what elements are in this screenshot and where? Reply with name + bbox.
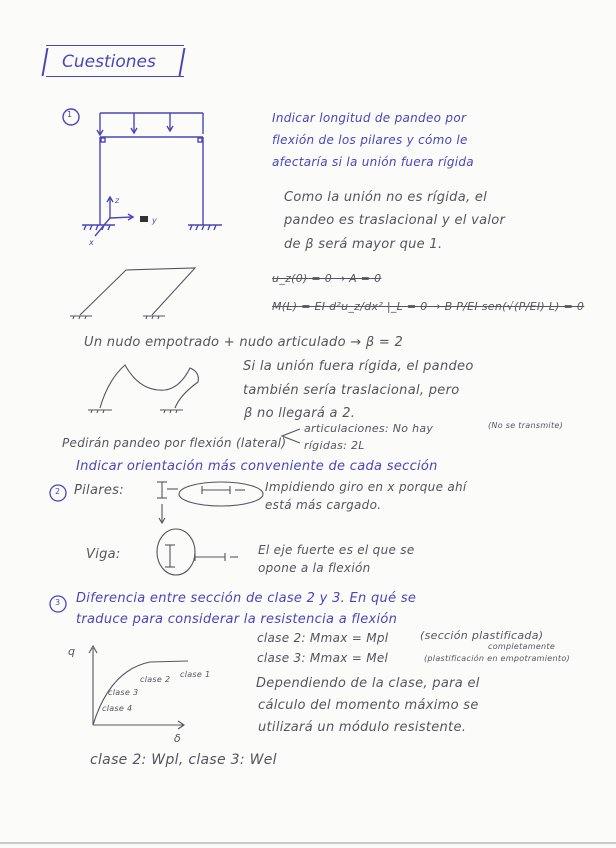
q1-conclusion: Un nudo empotrado + nudo articulado → β = 2	[84, 335, 404, 350]
q1-rigidas: rígidas: 2L	[304, 439, 365, 452]
q1-question-line1: Indicar longitud de pandeo por	[272, 111, 467, 125]
q3-answer-line1: Dependiendo de la clase, para el	[256, 676, 480, 691]
q3-answer-line2: cálculo del momento máximo se	[258, 698, 479, 713]
graph-curve-clase2: clase 2	[140, 675, 171, 684]
q3-answer-line3: utilizará un módulo resistente.	[258, 720, 467, 735]
q1-number: 1	[67, 110, 73, 119]
q3-clase3-note: (plastificación en empotramiento)	[424, 654, 570, 663]
q1-rigid-line2: también sería traslacional, pero	[243, 383, 460, 398]
page-edge	[0, 842, 616, 844]
q1-answer-line2: pandeo es traslacional y el valor	[284, 213, 506, 228]
q3-clase2-note2: completamente	[488, 642, 556, 651]
q3-question-line2: traduce para considerar la resistencia a flexión	[76, 612, 398, 627]
q3-clase2-note: (sección plastificada)	[420, 629, 544, 642]
q1-question-line3: afectaría si la unión fuera rígida	[272, 155, 474, 169]
q1-rigid-line3: β no llegará a 2.	[244, 406, 356, 421]
q3-clase3: clase 3: Mmax = Mel	[257, 651, 389, 665]
graph-curve-clase3: clase 3	[108, 688, 139, 697]
q2-pilares-label: Pilares:	[74, 483, 124, 498]
q2-viga-answer-1: El eje fuerte es el que se	[258, 543, 415, 557]
q2-pilares-answer-2: está más cargado.	[265, 498, 382, 512]
q2-viga-label: Viga:	[86, 547, 121, 562]
q1-answer-line1: Como la unión no es rígida, el	[284, 190, 488, 205]
page-title: Cuestiones	[62, 52, 156, 72]
q1-lateral-label: Pedirán pandeo por flexión (lateral)	[62, 436, 287, 450]
q1-articulaciones: articulaciones: No hay	[304, 422, 434, 435]
q1-answer-line3: de β será mayor que 1.	[284, 237, 443, 252]
graph-x-label: δ	[174, 732, 182, 745]
q3-question-line1: Diferencia entre sección de clase 2 y 3. En qué se	[76, 591, 417, 606]
axis-z-label: z	[115, 196, 120, 205]
q1-equation-2: M(L) = EI d²u_z/dx² |_L = 0 → B P/EI sen(√(P/EI) L) = 0	[272, 300, 585, 313]
svg-text:x: x	[89, 238, 94, 247]
q3-number: 3	[55, 598, 61, 607]
q1-no-se-transmite: (No se transmite)	[488, 421, 564, 430]
q1-question-line2: flexión de los pilares y cómo le	[272, 133, 468, 147]
graph-y-label: q	[68, 645, 76, 658]
svg-text:y: y	[152, 216, 157, 225]
q2-viga-answer-2: opone a la flexión	[258, 561, 371, 575]
q1-equation-1: u_z(0) = 0 → A = 0	[272, 272, 382, 285]
q3-summary: clase 2: Wpl, clase 3: Wel	[90, 752, 277, 768]
q2-pilares-answer-1: Impidiendo giro en x porque ahí	[265, 480, 467, 494]
q2-question: Indicar orientación más conveniente de cada sección	[76, 459, 438, 474]
q2-number: 2	[55, 487, 61, 496]
graph-curve-clase4: clase 4	[102, 704, 133, 713]
q1-rigid-line1: Si la unión fuera rígida, el pandeo	[243, 359, 474, 374]
q3-clase2: clase 2: Mmax = Mpl	[257, 631, 389, 645]
graph-curve-clase1: clase 1	[180, 670, 211, 679]
